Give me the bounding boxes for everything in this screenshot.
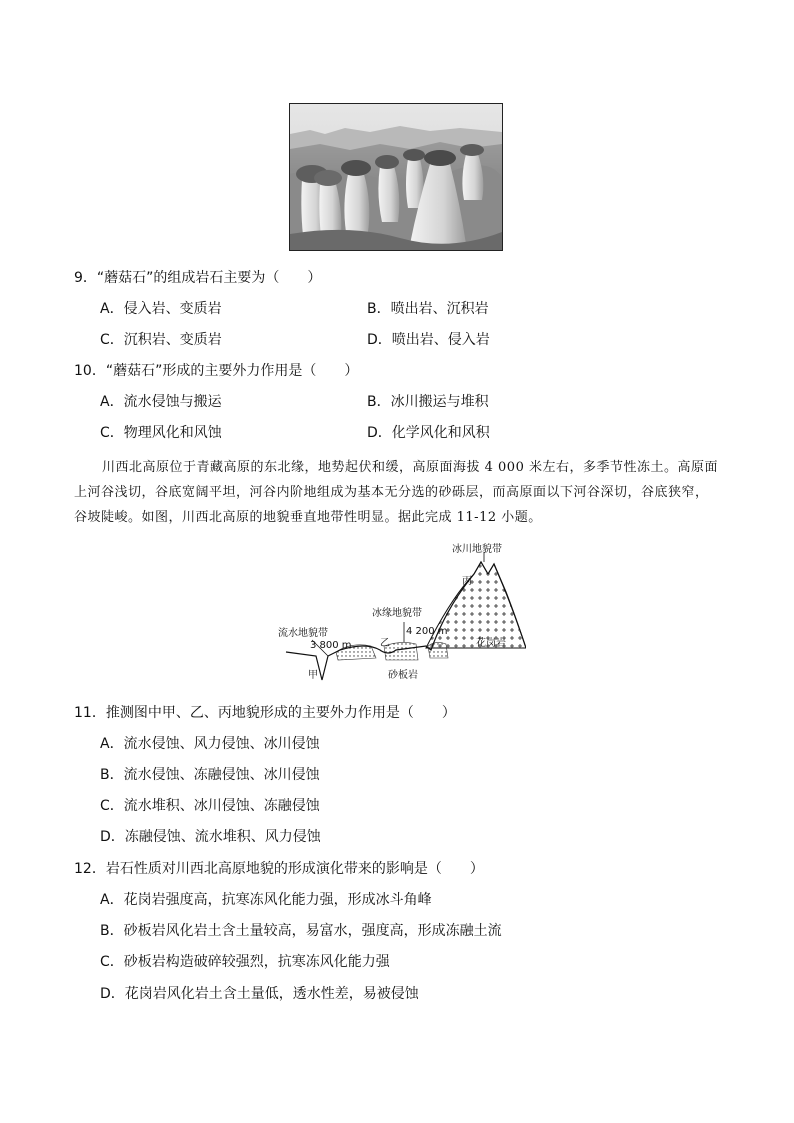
q11-option-b: B．流水侵蚀、冻融侵蚀、冰川侵蚀 [100,767,320,783]
passage-line-1: 川西北高原位于青藏高原的东北缘，地势起伏和缓，高原面海拔 4 000 米左右，多季节性冻土。高原面 [102,460,718,475]
q11-stem: 11．推测图中甲、乙、丙地貌形成的主要外力作用是（ ） [74,705,456,721]
q9-stem: 9．“蘑菇石”的组成岩石主要为（ ） [74,270,322,286]
q12-stem: 12．岩石性质对川西北高原地貌的形成演化带来的影响是（ ） [74,861,484,877]
label-fluvial-belt: 流水地貌带 [278,628,328,639]
q9-option-d: D．喷出岩、侵入岩 [367,332,490,348]
label-elevation-4200: 4 200 m [406,626,448,637]
label-sandstone-slate: 砂板岩 [388,670,418,681]
q10-option-a: A．流水侵蚀与搬运 [100,394,222,410]
label-bing: 丙 [462,576,472,587]
mushroom-rock-photo [289,103,503,251]
q10-stem: 10．“蘑菇石”形成的主要外力作用是（ ） [74,363,359,379]
q9-option-b: B．喷出岩、沉积岩 [367,301,489,317]
q10-option-d: D．化学风化和风积 [367,425,490,441]
q10-option-b: B．冰川搬运与堆积 [367,394,489,410]
q11-option-c: C．流水堆积、冰川侵蚀、冻融侵蚀 [100,798,320,814]
q10-option-c: C．物理风化和风蚀 [100,425,222,441]
landform-profile-diagram [276,538,526,686]
passage-line-2: 上河谷浅切，谷底宽阔平坦，河谷内阶地组成为基本无分选的砂砾层，而高原面以下河谷深切，谷底狭窄， [74,485,709,500]
label-yi: 乙 [380,638,390,649]
q12-option-b: B．砂板岩风化岩土含土量较高，易富水，强度高，形成冻融土流 [100,923,502,939]
q12-option-d: D．花岗岩风化岩土含土量低，透水性差，易被侵蚀 [100,986,419,1002]
q9-option-c: C．沉积岩、变质岩 [100,332,222,348]
label-periglacial-belt: 冰缘地貌带 [372,608,422,619]
passage-line-3: 谷坡陡峻。如图，川西北高原的地貌垂直地带性明显。据此完成 11-12 小题。 [74,510,542,525]
q11-option-a: A．流水侵蚀、风力侵蚀、冰川侵蚀 [100,736,320,752]
label-elevation-3800: 3 800 m [310,640,352,651]
label-jia: 甲 [308,670,318,681]
q12-option-a: A．花岗岩强度高，抗寒冻风化能力强，形成冰斗角峰 [100,892,432,908]
label-granite: 花岗岩 [476,638,506,649]
passage [74,455,728,530]
q9-option-a: A．侵入岩、变质岩 [100,301,222,317]
label-glacier-belt: 冰川地貌带 [452,544,502,555]
q11-option-d: D．冻融侵蚀、流水堆积、风力侵蚀 [100,829,321,845]
q12-option-c: C．砂板岩构造破碎较强烈，抗寒冻风化能力强 [100,954,390,970]
